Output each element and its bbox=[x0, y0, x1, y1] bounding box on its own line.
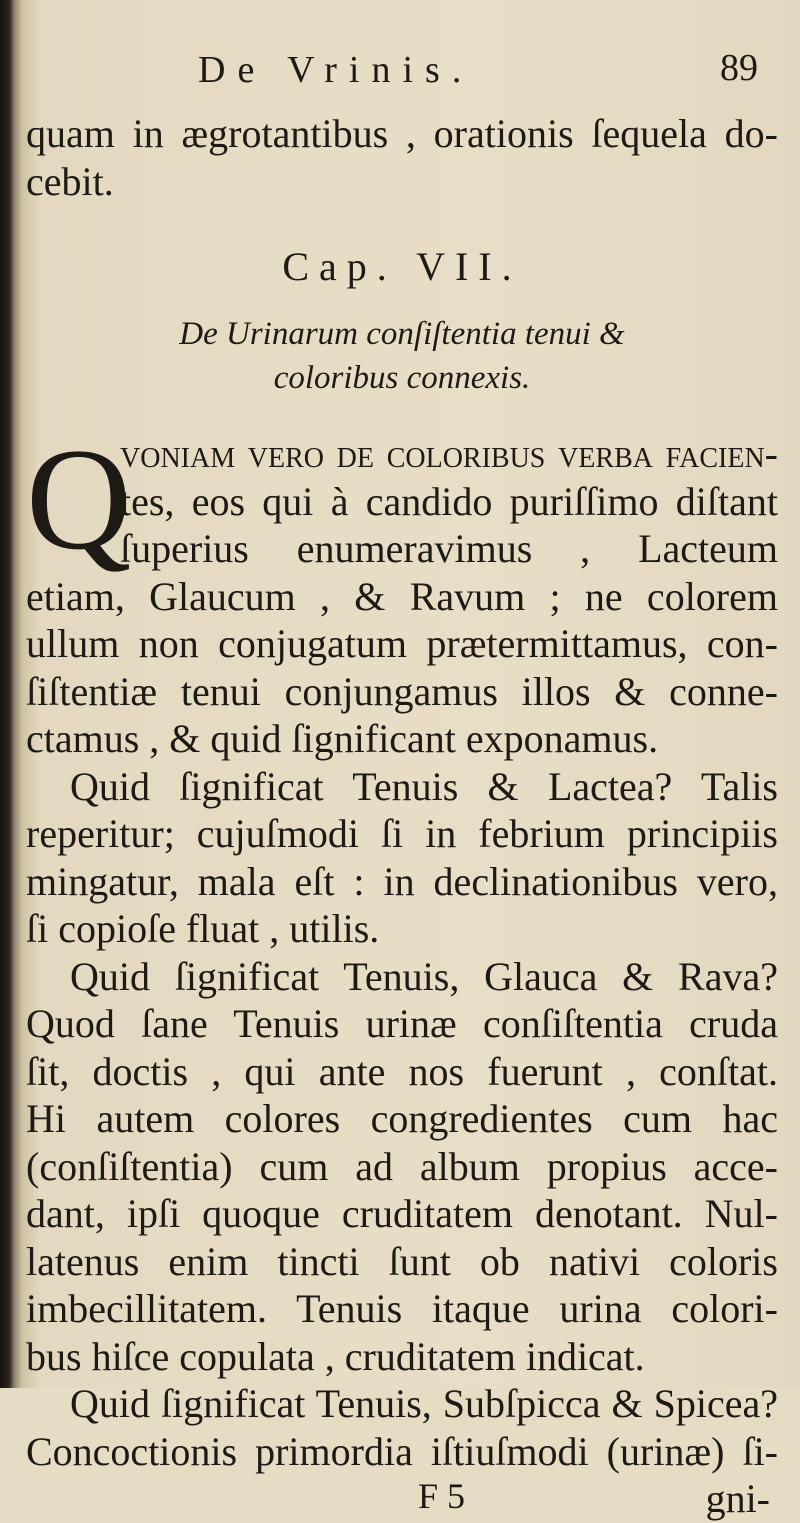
continuation-line-1: quam in ægrotantibus , orationis ſequela do- bbox=[26, 111, 778, 156]
body-line: ſiſtentiæ tenui conjungamus illos & conne- bbox=[26, 668, 778, 714]
signature-mark: F 5 bbox=[418, 1476, 466, 1516]
opening-paragraph bbox=[26, 418, 786, 580]
drop-cap-line-1: voniam vero de coloribus verba facien- bbox=[120, 431, 778, 476]
body-line: Concoctionis primordia iſtiuſmodi (urinæ) ſi- bbox=[26, 1428, 778, 1474]
text-block bbox=[26, 40, 786, 1523]
body-line: Quod ſane Tenuis urinæ conſiſtentia cruda bbox=[26, 1001, 778, 1046]
body-line: Quid ſignificat Tenuis, Glauca & Rava? bbox=[70, 953, 778, 999]
body-line: etiam, Glaucum , & Ravum ; ne colorem bbox=[26, 573, 778, 619]
drop-cap: Q bbox=[26, 418, 132, 580]
body-line: ſi copioſe fluat , utilis. bbox=[26, 906, 380, 951]
binding-gutter bbox=[0, 0, 14, 1388]
running-title: De Vrinis. bbox=[198, 49, 474, 91]
body-text bbox=[26, 573, 786, 1476]
chapter-heading: Cap. VII. bbox=[282, 244, 522, 289]
body-line: imbecillitatem. Tenuis itaque urina colori- bbox=[26, 1286, 778, 1331]
body-line: Quid ſignificat Tenuis & Lactea? Talis bbox=[70, 763, 778, 809]
chapter-subtitle-line-2: coloribus connexis. bbox=[273, 360, 531, 396]
body-line: mingatur, mala eſt : in declinationibus vero, bbox=[26, 858, 778, 904]
drop-cap-line-3: ſuperius enumeravimus , Lacteum bbox=[120, 526, 778, 571]
body-line: Quid ſignificat Tenuis, Subſpicca & Spicea? bbox=[70, 1381, 778, 1426]
catchword: gni- bbox=[705, 1476, 770, 1521]
body-line: ſit, doctis , qui ante nos fuerunt , conſtat. bbox=[26, 1048, 778, 1094]
continuation-line-2: cebit. bbox=[26, 158, 114, 204]
body-line: ullum non conjugatum prætermittamus, con- bbox=[26, 621, 778, 666]
drop-cap-line-2: tes, eos qui à candido puriſſimo diſtant bbox=[120, 478, 778, 524]
chapter-subtitle-line-1: De Urinarum conſiſtentia tenui & bbox=[179, 316, 625, 352]
body-line: latenus enim tincti ſunt ob nativi coloris bbox=[26, 1238, 778, 1284]
body-line: reperitur; cujuſmodi ſi in febrium principiis bbox=[26, 811, 778, 856]
page-number: 89 bbox=[720, 47, 758, 89]
body-line: dant, ipſi quoque cruditatem denotant. Nul- bbox=[26, 1191, 778, 1236]
body-line: (conſiſtentia) cum ad album propius acce- bbox=[26, 1143, 778, 1189]
page-footer bbox=[26, 1475, 778, 1523]
body-line: ctamus , & quid ſignificant exponamus. bbox=[26, 716, 659, 761]
body-line: bus hiſce copulata , cruditatem indicat. bbox=[26, 1333, 645, 1379]
body-line: Hi autem colores congredientes cum hac bbox=[26, 1096, 778, 1141]
running-head bbox=[26, 40, 786, 110]
